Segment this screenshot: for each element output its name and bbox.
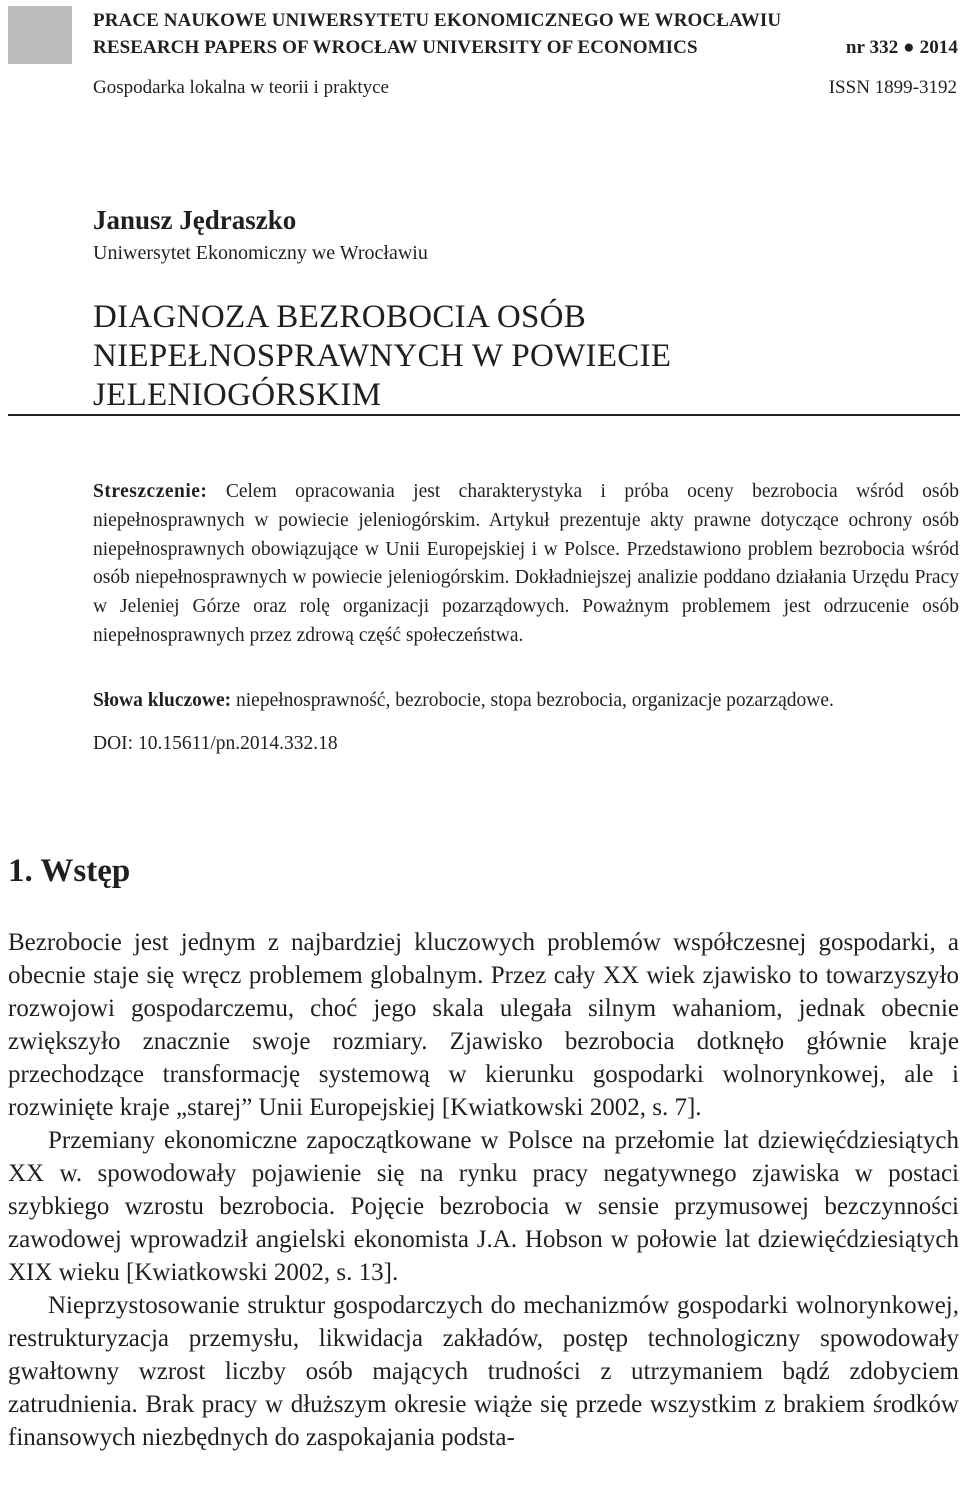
title-divider xyxy=(8,414,960,416)
series-title: Gospodarka lokalna w teorii i praktyce xyxy=(93,77,389,98)
doi: DOI: 10.15611/pn.2014.332.18 xyxy=(93,733,338,754)
keywords xyxy=(93,690,959,712)
abstract-label: Streszczenie: xyxy=(93,481,208,502)
series-row xyxy=(93,77,957,99)
body-paragraph: Przemiany ekonomiczne zapoczątkowane w Polsce na przełomie lat dziewięćdziesiątych XX w. spowodowały pojawienie się na rynku pracy negatywnego zjawiska w postaci szybkiego wzrostu bezrobocia. Pojęcie bezrobocia w sensie przymusowej bezczynności zawodowej wprowadził angielski ekonomista J.A. Hobson w połowie lat dziewięćdziesiątych XIX wieku [Kwiatkowski 2002, s. 13]. xyxy=(8,1127,959,1286)
body-paragraph: Nieprzystosowanie struktur gospodarczych do mechanizmów gospodarki wolnorynkowej, restrukturyzacja przemysłu, likwidacja zakładów, postęp technologiczny spowodowały gwałtowny wzrost liczby osób mających trudności z utrzymaniem bądź zdobyciem zatrudnienia. Brak pracy w dłuższym okresie wiąże się przede wszystkim z brakiem środków finansowych niezbędnych do zaspokajania podsta- xyxy=(8,1292,959,1451)
section-heading: 1. Wstęp xyxy=(8,853,131,889)
keywords-label: Słowa kluczowe: xyxy=(93,690,232,711)
section-body xyxy=(8,926,959,1454)
title-line: DIAGNOZA BEZROBOCIA OSÓB xyxy=(93,299,587,335)
issn: ISSN 1899-3192 xyxy=(828,77,957,98)
body-paragraph: Bezrobocie jest jednym z najbardziej kluczowych problemów współczesnej gospodarki, a obecnie staje się wręcz problemem globalnym. Przez cały XX wiek zjawisko to towarzyszyło rozwojowi gospodarczemu, choć jego skala ulegała silnym wahaniom, jednak obecnie zwiększyło znacznie swoje rozmiary. Zjawisko bezrobocia dotknęło głównie kraje przechodzące transformację systemową w kierunku gospodarki wolnorynkowej, ale i rozwinięte kraje „starej” Unii Europejskiej [Kwiatkowski 2002, s. 7]. xyxy=(8,929,959,1121)
journal-name-pl: PRACE NAUKOWE UNIWERSYTETU EKONOMICZNEGO WE WROCŁAWIU xyxy=(93,10,782,31)
journal-name-en: RESEARCH PAPERS OF WROCŁAW UNIVERSITY OF ECONOMICS xyxy=(93,37,698,58)
paper-title xyxy=(93,298,671,415)
author-affiliation: Uniwersytet Ekonomiczny we Wrocławiu xyxy=(93,242,428,264)
title-line: NIEPEŁNOSPRAWNYCH W POWIECIE xyxy=(93,338,672,374)
journal-name-en-row xyxy=(93,37,958,59)
title-line: JELENIOGÓRSKIM xyxy=(93,377,382,413)
abstract xyxy=(93,478,959,651)
header-decoration-box xyxy=(8,6,72,64)
issue-number: nr 332 ● 2014 xyxy=(845,37,958,58)
keywords-text: niepełnosprawność, bezrobocie, stopa bezrobocia, organizacje pozarządowe. xyxy=(236,690,834,711)
author-name: Janusz Jędraszko xyxy=(93,205,297,235)
abstract-text: Celem opracowania jest charakterystyka i próba oceny bezrobocia wśród osób niepełnosprawnych w powiecie jeleniogórskim. Artykuł prezentuje akty prawne dotyczące ochrony osób niepełnosprawnych obowiązujące w Unii Europejskiej i w Polsce. Przedstawiono problem bezrobocia wśród osób niepełnosprawnych w powiecie jeleniogórskim. Dokładniejszej analizie poddano działania Urzędu Pracy w Jeleniej Górze oraz rolę organizacji pozarządowych. Poważnym problemem jest odrzucenie osób niepełnosprawnych przez zdrową część społeczeństwa. xyxy=(93,481,959,646)
